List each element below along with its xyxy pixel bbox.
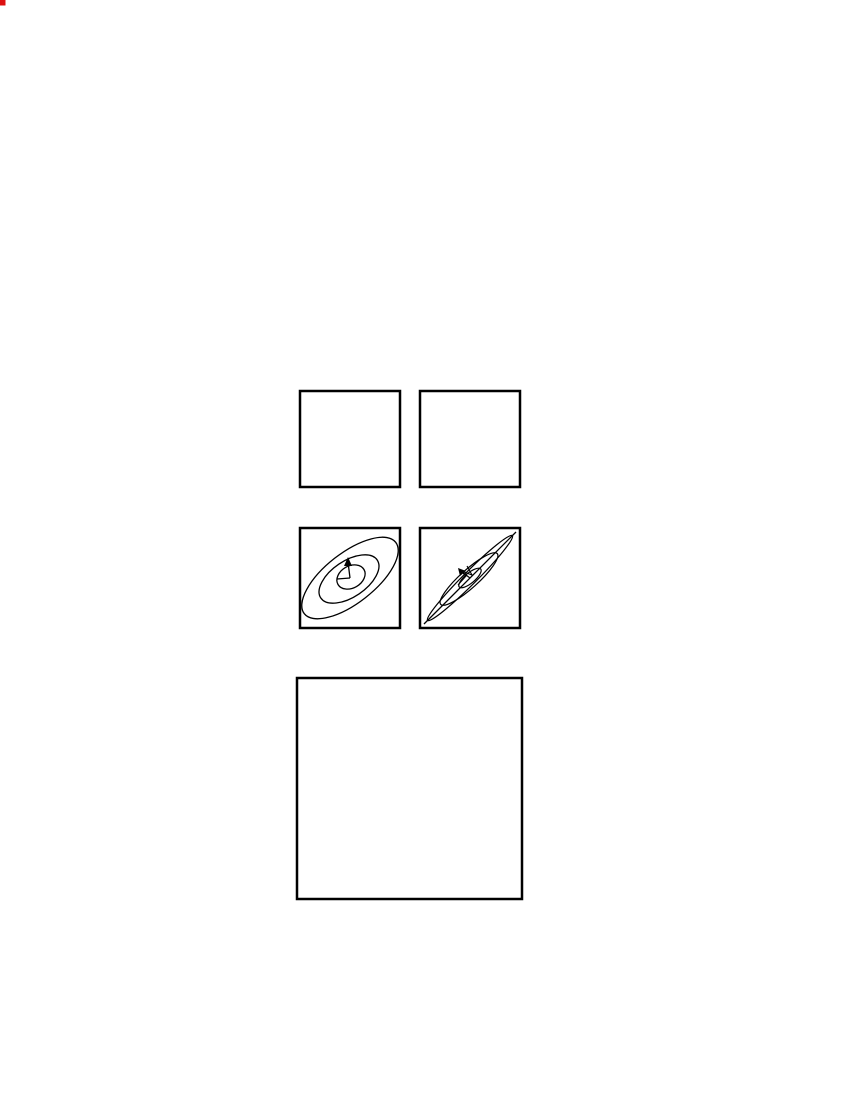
particle-motion-ellipses bbox=[289, 523, 411, 634]
best-fit-marker bbox=[0, 0, 6, 6]
waveform-overlay-boxes bbox=[300, 391, 520, 487]
particle-motion-boxes bbox=[300, 528, 520, 628]
particle-motion-linear bbox=[423, 531, 517, 625]
